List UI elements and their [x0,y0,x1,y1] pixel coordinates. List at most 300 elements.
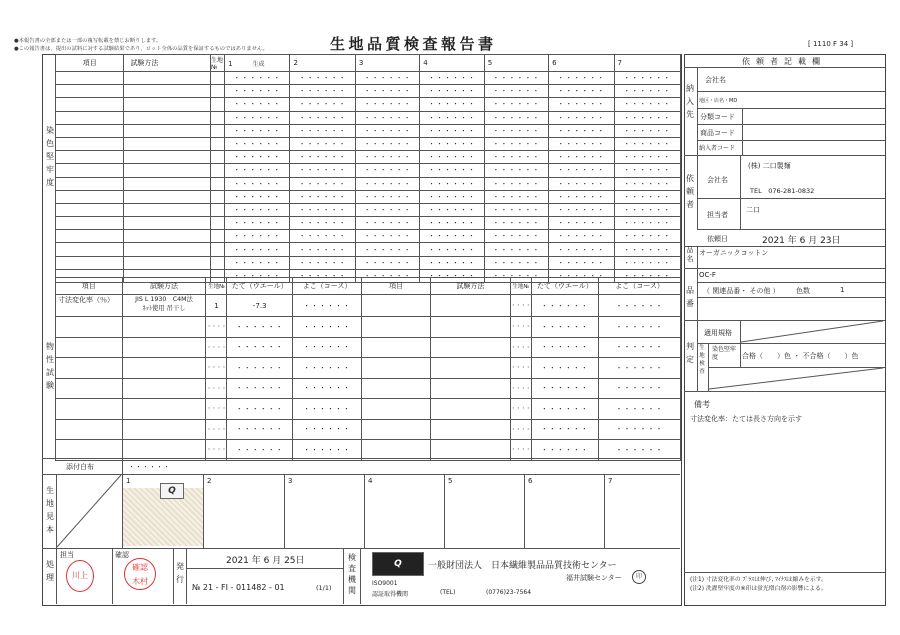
cf-table-row [56,190,681,203]
cf-value-cell: ・・・・・・ [355,151,419,164]
cf-cell [56,177,124,190]
cf-value-cell: ・・・・・・ [420,111,484,124]
cf-cell [124,230,211,243]
cf-value-cell: ・・・・・・ [355,177,419,190]
cf-value-cell: ・・・・・・ [549,177,614,190]
cf-value-cell: ・・・・・・ [420,137,484,150]
ph-cell [362,358,431,379]
ph-col-method: 試験方法 [431,278,511,295]
cf-value-cell: ・・・・・・ [420,230,484,243]
seal-icon: 印 [632,570,646,584]
ph-cell: ・・・・・・ [227,440,292,461]
cf-value-cell: ・・・・・・ [290,151,355,164]
cf-value-cell: ・・・・・・ [290,269,355,282]
cf-cell [210,72,224,85]
cf-cell [124,151,211,164]
cf-value-cell: ・・・・・・ [355,164,419,177]
ph-cell [122,317,206,338]
empty-sample-slash-icon [57,475,122,548]
related-label: （ 関連品番・ その他 ） [703,287,780,295]
cf-table-row [56,111,681,124]
ph-cell: ・・・・・・ [599,440,681,461]
cf-fabric-no-header [614,55,681,72]
cf-value-cell: ・・・・・・ [290,203,355,216]
ph-cell: ・・・・ [510,317,531,338]
cf-cell [124,98,211,111]
inspector-label: 検査機関 [348,553,356,595]
ph-cell [431,440,511,461]
ph-cell [431,295,511,317]
cf-fabric-no-header [420,55,484,72]
ph-cell: ・・・・・・ [531,337,598,358]
cf-table-row [56,203,681,216]
cf-value-cell: ・・・・・・ [355,203,419,216]
cf-value-cell: ・・・・・・ [420,85,484,98]
cf-table-row [56,217,681,230]
ph-table-row [56,399,681,420]
ph-table-row [56,419,681,440]
cf-value-cell: ・・・・・・ [225,124,290,137]
cf-value-cell: ・・・・・・ [614,137,681,150]
cf-value-cell: ・・・・・・ [420,256,484,269]
cf-value-cell: ・・・・・・ [614,269,681,282]
cf-table-row [56,177,681,190]
supplier-code-label: 納入者コード [699,145,736,152]
cf-table-row [56,124,681,137]
ph-cell: ・・・・ [510,440,531,461]
cf-value-cell: ・・・・・・ [484,85,548,98]
cf-value-cell: ・・・・・・ [225,217,290,230]
cf-cell [210,256,224,269]
color-fastness-label: 染色堅牢度 [46,126,54,187]
cf-value-cell: ・・・・・・ [355,230,419,243]
standard-label: 適用規格 [704,329,732,337]
cf-value-cell: ・・・・・・ [549,137,614,150]
ph-cell: ・・・・・・ [292,399,361,420]
sample-no: 1 [126,477,131,485]
ph-cell: ・・・・・・ [227,337,292,358]
ph-cell: ・・・・・・ [599,378,681,399]
ph-cell: ・・・・ [206,317,227,338]
ph-cell [362,317,431,338]
cf-value-cell: ・・・・・・ [549,269,614,282]
cf-value-cell: ・・・・・・ [484,177,548,190]
cf-col-item: 項目 [56,55,124,72]
ph-row1-method-note: ﾈｯﾄ使用 吊干し [142,305,186,312]
cf-value-cell: ・・・・・・ [355,269,419,282]
cf-value-cell: ・・・・・・ [225,190,290,203]
ph-cell: ・・・・ [510,399,531,420]
product-name: オーガニックコットン [699,249,769,257]
cf-value-cell: ・・・・・・ [484,217,548,230]
tanto-label: 担当 [60,551,74,559]
cf-cell [56,85,124,98]
ph-table-row [56,440,681,461]
ph-cell [56,378,123,399]
ph-col-weft: よこ（コース） [599,278,681,295]
cf-col-fabric: 生地№ [210,55,224,72]
cf-table-row [56,151,681,164]
cf-value-cell: ・・・・・・ [549,230,614,243]
cf-fabric-no: 7 [617,59,622,67]
cf-cell [56,98,124,111]
remarks-label: 備考 [694,400,710,409]
ph-cell: ・・・・・・ [227,358,292,379]
cf-value-cell: ・・・・・・ [290,217,355,230]
cf-value-cell: ・・・・・・ [614,190,681,203]
cf-value-cell: ・・・・・・ [225,111,290,124]
dye-fastness-label: 染色堅牢度 [712,346,737,361]
cf-value-cell: ・・・・・・ [290,243,355,256]
cf-value-cell: ・・・・・・ [225,256,290,269]
cf-value-cell: ・・・・・・ [290,164,355,177]
report-number: № 21 - FI - 011482 - 01 [192,583,285,592]
color-count-label: 色数 [796,287,810,295]
processing-label: 処理 [46,560,54,582]
cf-cell [56,243,124,256]
cf-value-cell: ・・・・・・ [420,164,484,177]
color-count: 1 [840,286,845,294]
cf-cell [124,137,211,150]
company-label: 会社名 [705,76,726,84]
cf-value-cell: ・・・・・・ [420,124,484,137]
ph-cell: ・・・・・・ [531,317,598,338]
stamp-kimura-top: 確認 [132,563,148,572]
cf-value-cell: ・・・・・・ [355,124,419,137]
cf-value-cell: ・・・・・・ [225,137,290,150]
cf-cell [124,164,211,177]
ph-cell [362,419,431,440]
cf-cell [210,111,224,124]
cf-cell [56,256,124,269]
cf-value-cell: ・・・・・・ [614,230,681,243]
cf-value-cell: ・・・・・・ [420,151,484,164]
ph-row1-warp: -7.3 [227,295,292,317]
cf-value-cell: ・・・・・・ [355,98,419,111]
cf-value-cell: ・・・・・・ [355,111,419,124]
qtec-brand-logo-icon: Q [372,552,424,576]
cf-col-method-label: 試験方法 [130,59,159,67]
cf-value-cell: ・・・・・・ [355,137,419,150]
ph-table-row [56,337,681,358]
ph-cell: ・・・・・・ [292,358,361,379]
cf-value-cell: ・・・・・・ [420,269,484,282]
sample-divider [524,474,525,548]
cf-cell [56,151,124,164]
cf-cell [124,243,211,256]
cf-value-cell: ・・・・・・ [290,124,355,137]
physical-test-label: 物性試験 [46,342,54,390]
cf-value-cell: ・・・・・・ [549,243,614,256]
cf-value-cell: ・・・・・・ [484,137,548,150]
cf-value-cell: ・・・・・・ [225,230,290,243]
cf-cell [210,177,224,190]
ph-cell [431,337,511,358]
ph-cell [362,337,431,358]
ph-cell [56,419,123,440]
ph-cell: ・・・・・・ [292,317,361,338]
cf-value-cell: ・・・・・・ [355,190,419,203]
irai-label: 依頼者 [686,174,694,209]
footnote: (注1) 寸法変化率の ﾌﾟﾗｽは伸び, ﾏｲﾅｽは縮みを示す。 [690,577,827,583]
ph-cell: ・・・・・・ [531,419,598,440]
cf-value-cell: ・・・・・・ [614,164,681,177]
cf-value-cell: ・・・・・・ [614,151,681,164]
cf-value-cell: ・・・・・・ [420,243,484,256]
cf-value-cell: ・・・・・・ [549,151,614,164]
stamp-kimura-bottom: 木村 [132,577,148,586]
cf-cell [210,230,224,243]
ph-col-item: 項目 [362,278,431,295]
cf-fabric-no: 5 [487,59,493,67]
sample-no: 7 [608,477,613,485]
cf-value-cell: ・・・・・・ [225,72,290,85]
ph-cell [122,419,206,440]
ph-cell [122,378,206,399]
ph-col-warp: たて（ウエール） [531,278,598,295]
cf-cell [210,243,224,256]
remarks-text: 寸法変化率：たては長さ方向を示す [690,415,802,423]
ph-cell: ・・・・・・ [599,317,681,338]
ph-cell: ・・・・・・ [292,337,361,358]
ph-col-fabric: 生地№ [206,278,227,295]
ph-cell: ・・・・・・ [599,399,681,420]
ph-cell: ・・・・ [206,337,227,358]
cf-cell [56,217,124,230]
ph-table-row [56,317,681,338]
cf-value-cell: ・・・・・・ [549,203,614,216]
cf-cell [210,203,224,216]
cf-value-cell: ・・・・・・ [484,203,548,216]
cf-value-cell: ・・・・・・ [225,269,290,282]
stamp-kawakami: 川上 [66,560,94,592]
cf-cell [124,85,211,98]
ph-cell: ・・・・ [510,358,531,379]
cf-value-cell: ・・・・・・ [614,256,681,269]
sample-no: 5 [448,477,453,485]
cf-table-row [56,85,681,98]
cf-value-cell: ・・・・・・ [484,124,548,137]
ph-row1-no: 1 [206,295,227,317]
cf-value-cell: ・・・・・・ [355,72,419,85]
cf-cell [124,256,211,269]
cf-value-cell: ・・・・・・ [549,98,614,111]
cf-value-cell: ・・・・・・ [614,177,681,190]
client-tel: TEL 076-281-0832 [750,187,815,195]
physical-test-grid [55,277,681,461]
header-note: ●この報告書は、提出の試料に対する試験結果であり、ロット全体の品質を保証するものではありません。 [14,45,268,52]
ph-cell: ・・・・ [510,419,531,440]
ph-cell: ・・・・ [510,378,531,399]
cf-cell [124,111,211,124]
cf-value-cell: ・・・・・・ [355,256,419,269]
ph-cell: ・・・・・・ [599,295,681,317]
ph-cell: ・・・・・・ [292,440,361,461]
ph-cell: ・・・・・・ [531,399,598,420]
ph-cell [431,419,511,440]
ph-table-row [56,295,681,317]
cf-value-cell: ・・・・・・ [549,256,614,269]
client-person: 二口 [746,206,760,214]
ph-cell: ・・・・・・ [599,419,681,440]
ph-cell: ・・・・・・ [292,419,361,440]
area-label: 地区・店名・MD [699,98,738,104]
color-fastness-grid [55,54,681,283]
cf-fabric-no: 3 [358,59,364,67]
sample-divider [444,474,445,548]
cf-value-cell: ・・・・・・ [549,190,614,203]
ph-cell [431,317,511,338]
cf-value-cell: ・・・・・・ [614,243,681,256]
ph-table-row [56,378,681,399]
cf-cell [56,164,124,177]
sample-no: 2 [207,477,212,485]
cf-value-cell: ・・・・・・ [484,151,548,164]
cf-fabric-no-header [355,55,419,72]
cf-value-cell: ・・・・・・ [225,98,290,111]
cf-cell [124,177,211,190]
issue-label: 発行 [176,562,184,584]
ph-cell: ・・・・・・ [227,378,292,399]
cf-value-cell: ・・・・・・ [614,124,681,137]
cf-value-cell: ・・・・・・ [225,243,290,256]
cf-value-cell: ・・・・・・ [549,217,614,230]
hinban: OC-F [699,271,716,279]
client-company-label: 会社名 [707,176,728,184]
ph-cell [431,399,511,420]
cf-col-method [124,55,211,72]
ph-row1-item: 寸法変化率（％） [56,295,123,317]
header-note: ●本報告書の全部または一部の複写転載を禁じお断りします。 [14,38,162,44]
cf-value-cell: ・・・・・・ [420,217,484,230]
ph-col-method: 試験方法 [122,278,206,295]
nonyu-label: 納入先 [686,84,694,119]
hinban-label: 品番 [686,286,694,308]
cf-cell [124,72,211,85]
ph-table-row [56,358,681,379]
ph-col-item: 項目 [56,278,123,295]
issue-date: 2021 年 6 月 25日 [226,556,305,566]
tel-label: (TEL) [440,589,456,596]
ph-cell [56,440,123,461]
header-notes [14,38,268,53]
footnote: (注2) 洗濯堅牢度の※印は蛍光増白剤の影響による。 [690,586,827,592]
cf-cell [210,124,224,137]
cf-table-row [56,243,681,256]
ph-cell: ・・・・ [206,378,227,399]
ph-cell [56,358,123,379]
ph-cell: ・・・・・・ [531,358,598,379]
person-label: 担当者 [707,211,728,219]
client-header: 依頼者記載欄 [742,57,826,66]
cf-value-cell: ・・・・・・ [420,72,484,85]
ph-cell: ・・・・ [510,337,531,358]
cf-cell [210,151,224,164]
sample-no: 4 [368,477,373,485]
cf-cell [56,137,124,150]
class-code-label: 分類コード [700,113,735,121]
cf-value-cell: ・・・・・・ [225,151,290,164]
ph-cell [431,358,511,379]
cf-value-cell: ・・・・・・ [484,269,548,282]
ph-cell [122,295,206,317]
cf-fabric-no: 6 [552,59,557,67]
cf-fabric-no-header [484,55,548,72]
cf-cell [56,111,124,124]
cf-table-row [56,98,681,111]
ph-cell: ・・・・・・ [227,399,292,420]
ph-row1-weft: ・・・・・・ [292,295,361,317]
cf-value-cell: ・・・・・・ [484,72,548,85]
cf-cell [56,190,124,203]
form-number: [ 1110 F 34 ] [808,40,854,48]
cf-value-cell: ・・・・・・ [290,85,355,98]
cf-value-cell: ・・・・・・ [290,256,355,269]
cf-value-cell: ・・・・・・ [484,230,548,243]
cf-value-cell: ・・・・・・ [614,85,681,98]
kakunin-label: 確認 [115,551,129,559]
ph-cell: ・・・・ [206,419,227,440]
cf-value-cell: ・・・・・・ [290,111,355,124]
ph-cell: ・・・・・・ [531,295,598,317]
cf-cell [210,164,224,177]
cf-value-cell: ・・・・・・ [549,85,614,98]
inspector-org: 一般財団法人 日本繊維製品品質技術センター [428,561,617,571]
cf-value-cell: ・・・・・・ [290,190,355,203]
cf-fabric-no: 4 [423,59,428,67]
cf-cell [56,72,124,85]
cf-value-cell: ・・・・・・ [484,190,548,203]
ph-cell: ・・・・・・ [227,317,292,338]
sample-no: 6 [528,477,533,485]
ph-cell: ・・・・ [206,440,227,461]
iso-label: ISO9001 [372,580,398,587]
cf-value-cell: ・・・・・・ [549,164,614,177]
cf-cell [210,98,224,111]
sample-label: 生地見本 [46,486,54,534]
cf-fabric-no: 2 [293,59,298,67]
cf-fabric1-label: 生成 [252,60,265,68]
judgement-slash-icon [709,368,884,390]
cf-value-cell: ・・・・・・ [290,98,355,111]
sample-divider [203,474,204,548]
cf-value-cell: ・・・・・・ [420,203,484,216]
cf-cell [124,190,211,203]
sample-divider [364,474,365,548]
qtec-logo-icon: Q [160,483,184,499]
fabric-check-label: 生地検査 [699,345,705,375]
stamp-kimura [124,558,156,590]
ph-cell: ・・・・・・ [599,337,681,358]
ph-cell: ・・・・・・ [531,378,598,399]
ph-cell [362,378,431,399]
ph-cell [122,440,206,461]
ph-cell [122,399,206,420]
ph-col-warp: たて（ウエール） [227,278,292,295]
ph-cell: ・・・・・・ [531,440,598,461]
cf-value-cell: ・・・・・・ [484,98,548,111]
cf-value-cell: ・・・・・・ [614,111,681,124]
judgement-label: 判定 [686,342,694,364]
judgement-result: 合格（ ）色 ・ 不合格（ ）色 [742,352,859,360]
cf-cell [56,203,124,216]
ph-cell [56,337,123,358]
cf-value-cell: ・・・・・・ [420,190,484,203]
ph-cell [56,399,123,420]
product-name-label: 品名 [686,246,694,263]
ph-cell [122,358,206,379]
report-page: (1/1) [316,584,332,592]
